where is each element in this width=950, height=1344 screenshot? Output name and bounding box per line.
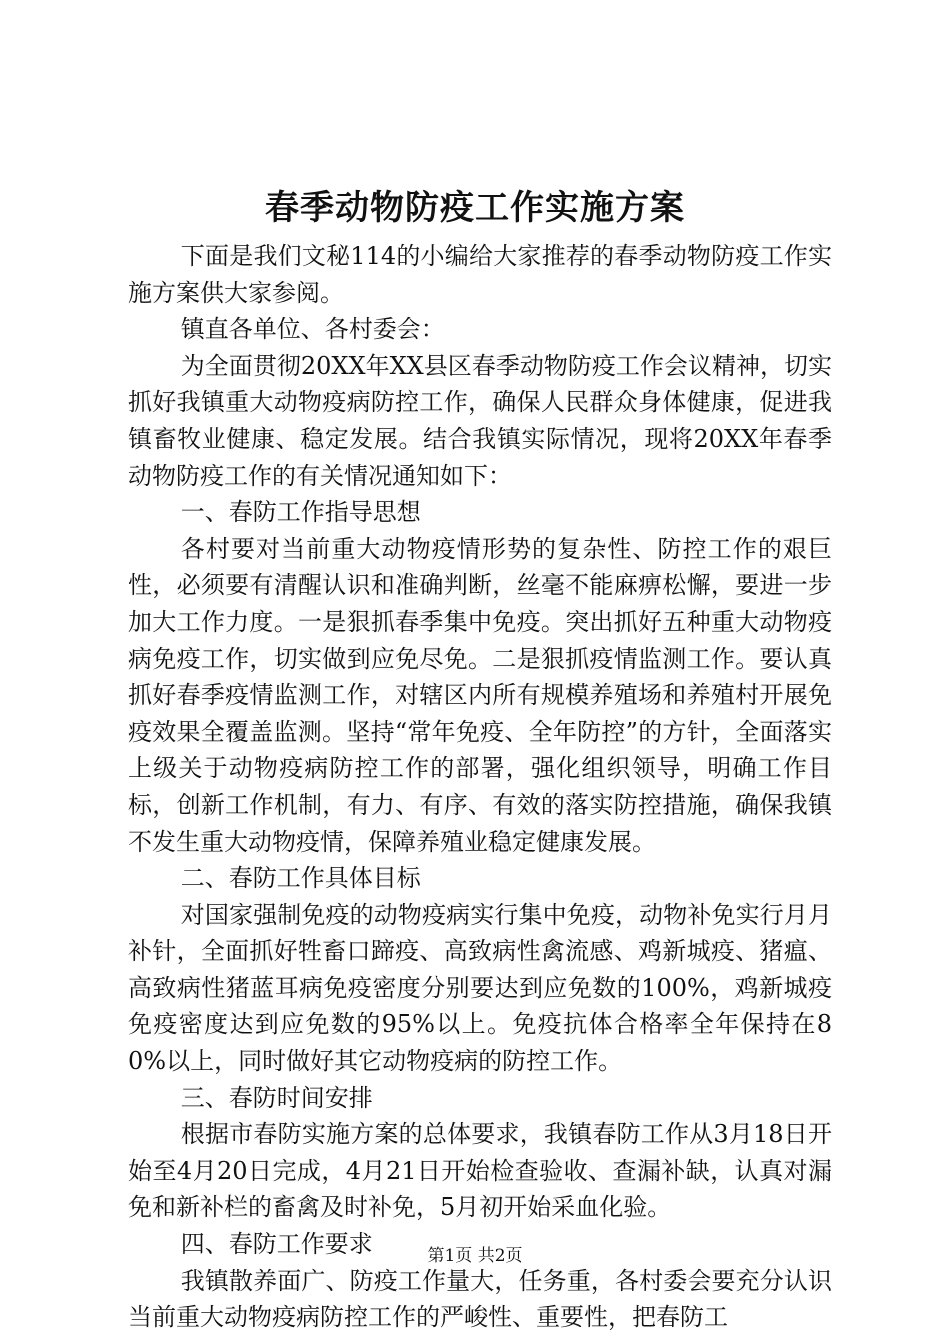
paragraph-intro: 下面是我们文秘114的小编给大家推荐的春季动物防疫工作实施方案供大家参阅。	[128, 242, 832, 307]
paragraph-section-2: 对国家强制免疫的动物疫病实行集中免疫，动物补免实行月月补针，全面抓好牲畜口蹄疫、高致病性禽流感、鸡新城疫、猪瘟、高致病性猪蓝耳病免疫密度分别要达到应免数的100%，鸡新城疫免疫密度达到应免数的95%以上。免疫抗体合格率全年保持在80%以上，同时做好其它动物疫病的防控工作。	[128, 900, 832, 1076]
paragraph-salutation: 镇直各单位、各村委会：	[180, 315, 445, 344]
paragraph-section-3: 根据市春防实施方案的总体要求，我镇春防工作从3月18日开始至4月20日完成，4月21日开始检查验收、查漏补缺，认真对漏免和新补栏的畜禽及时补免，5月初开始采血化验。	[128, 1120, 832, 1222]
paragraph-section-1: 各村要对当前重大动物疫情形势的复杂性、防控工作的艰巨性，必须要有清醒认识和准确判断，丝毫不能麻痹松懈，要进一步加大工作力度。一是狠抓春季集中免疫。突出抓好五种重大动物疫病免疫工作，切实做到应免尽免。二是狠抓疫情监测工作。要认真抓好春季疫情监测工作，对辖区内所有规模养殖场和养殖村开展免疫效果全覆盖监测。坚持“常年免疫、全年防控”的方针，全面落实上级关于动物疫病防控工作的部署，强化组织领导，明确工作目标，创新工作机制，有力、有序、有效的落实防控措施，确保我镇不发生重大动物疫情，保障养殖业稳定健康发展。	[128, 534, 832, 856]
paragraph-section-4: 我镇散养面广、防疫工作量大，任务重，各村委会要充分认识当前重大动物疫病防控工作的严峻性、重要性，把春防工	[128, 1266, 832, 1332]
section-heading-3: 三、春防时间安排	[180, 1083, 373, 1112]
section-heading-1: 一、春防工作指导思想	[180, 498, 421, 527]
page-footer: 第1页 共2页	[427, 1246, 523, 1266]
document-title: 春季动物防疫工作实施方案	[265, 188, 685, 228]
paragraph-preamble: 为全面贯彻20XX年XX县区春季动物防疫工作会议精神，切实抓好我镇重大动物疫病防控工作，确保人民群众身体健康，促进我镇畜牧业健康、稳定发展。结合我镇实际情况，现将20XX年春季动物防疫工作的有关情况通知如下：	[128, 351, 832, 490]
section-heading-4: 四、春防工作要求	[180, 1230, 373, 1259]
document-body	[128, 238, 832, 1336]
section-heading-2: 二、春防工作具体目标	[180, 864, 421, 893]
